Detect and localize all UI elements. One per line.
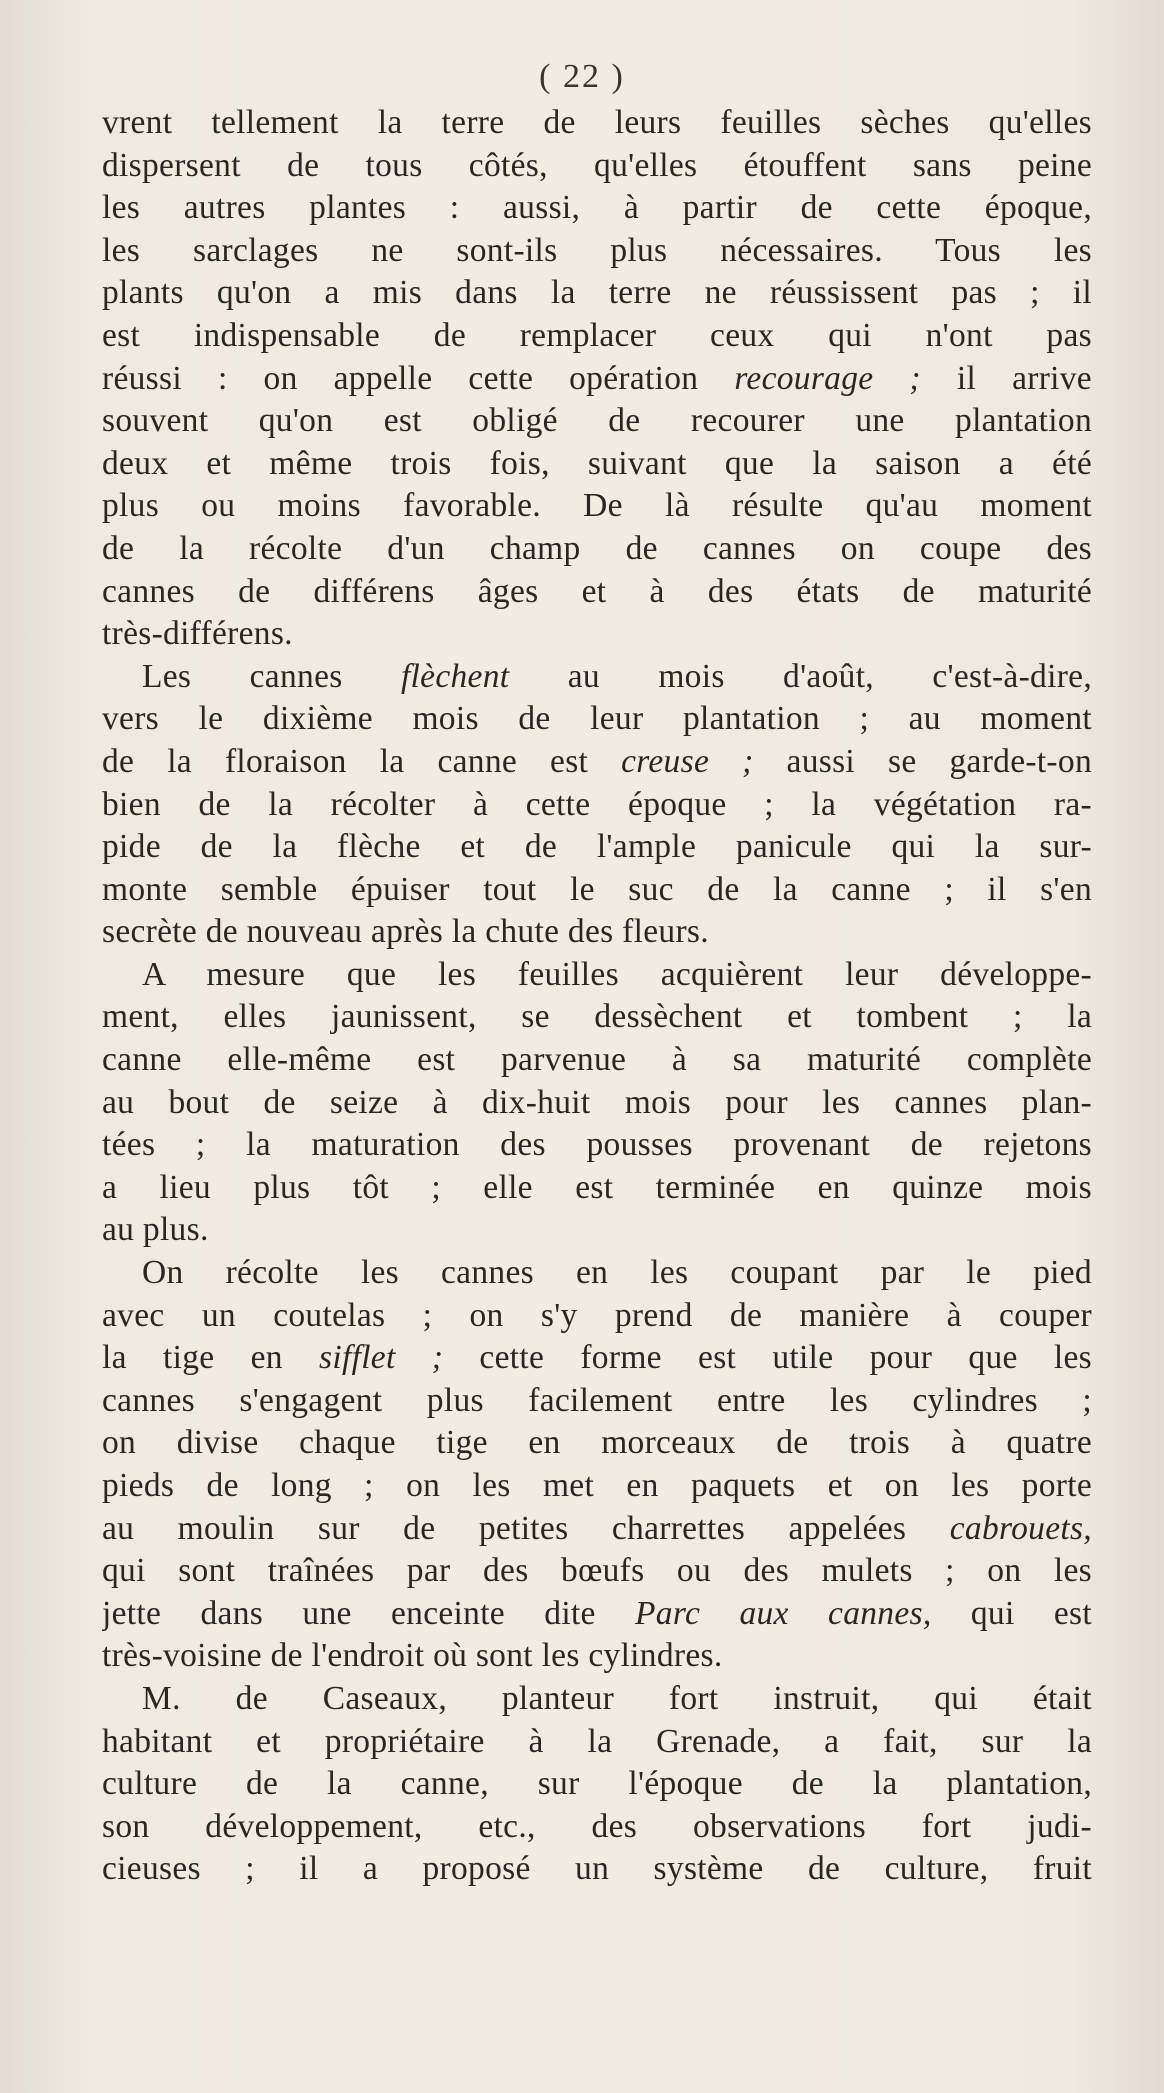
italic-term: creuse ; bbox=[621, 742, 754, 780]
text-line bbox=[102, 400, 1092, 443]
text-segment: au bout de seize à dix-huit mois pour les cannes plan- bbox=[102, 1083, 1092, 1121]
italic-term: flèchent bbox=[400, 657, 510, 695]
text-segment: pide de la flèche et de l'ample panicule qui la sur- bbox=[102, 828, 1092, 866]
text-segment: qui est bbox=[931, 1594, 1092, 1632]
text-line bbox=[102, 1763, 1092, 1806]
text-segment: très-voisine de l'endroit où sont les cylindres. bbox=[102, 1637, 723, 1675]
text-segment: bien de la récolter à cette époque ; la végétation ra- bbox=[102, 785, 1092, 823]
text-segment: vers le dixième mois de leur plantation ; au moment bbox=[102, 700, 1092, 738]
text-line bbox=[102, 741, 1092, 784]
text-line bbox=[102, 996, 1092, 1039]
text-segment: cette forme est utile pour que les bbox=[443, 1339, 1092, 1377]
text-segment: les autres plantes : aussi, à partir de cette époque, bbox=[102, 189, 1092, 227]
italic-term: recourage ; bbox=[734, 359, 921, 397]
italic-term: Parc aux cannes, bbox=[635, 1594, 932, 1632]
text-line bbox=[102, 1508, 1092, 1551]
text-segment: cieuses ; il a proposé un système de culture, fruit bbox=[102, 1850, 1092, 1888]
text-segment: tées ; la maturation des pousses provenant de rejetons bbox=[102, 1126, 1092, 1164]
italic-term: cabrouets, bbox=[949, 1509, 1092, 1547]
text-line bbox=[102, 1721, 1092, 1764]
text-line bbox=[102, 1295, 1092, 1338]
text-segment: ment, elles jaunissent, se dessèchent et tombent ; la bbox=[102, 998, 1092, 1036]
text-line bbox=[102, 1550, 1092, 1593]
text-segment: au plus. bbox=[102, 1211, 209, 1249]
text-line bbox=[102, 315, 1092, 358]
text-segment: dispersent de tous côtés, qu'elles étouffent sans peine bbox=[102, 146, 1092, 184]
text-segment: avec un coutelas ; on s'y prend de manière à couper bbox=[102, 1296, 1092, 1334]
text-line bbox=[102, 1039, 1092, 1082]
body-text bbox=[102, 102, 1092, 1891]
text-line bbox=[102, 485, 1092, 528]
text-line bbox=[102, 1422, 1092, 1465]
text-line bbox=[102, 1806, 1092, 1849]
text-segment: réussi : on appelle cette opération bbox=[102, 359, 735, 397]
text-segment: Les cannes bbox=[142, 657, 401, 695]
text-segment: On récolte les cannes en les coupant par le pied bbox=[142, 1254, 1092, 1292]
text-segment: aussi se garde-t-on bbox=[753, 742, 1092, 780]
text-segment: cannes de différens âges et à des états de maturité bbox=[102, 572, 1092, 610]
text-line bbox=[102, 954, 1092, 997]
text-segment: deux et même trois fois, suivant que la saison a été bbox=[102, 444, 1092, 482]
text-segment: au mois d'août, c'est-à-dire, bbox=[509, 657, 1092, 695]
italic-term: sifflet ; bbox=[319, 1339, 444, 1377]
page-number: ( 22 ) bbox=[539, 58, 625, 95]
text-line bbox=[102, 1167, 1092, 1210]
text-line bbox=[102, 571, 1092, 614]
text-line bbox=[102, 784, 1092, 827]
text-segment: très-différens. bbox=[102, 615, 293, 653]
text-segment: A mesure que les feuilles acquièrent leur développe- bbox=[142, 955, 1092, 993]
text-line bbox=[102, 613, 1092, 656]
text-segment: jette dans une enceinte dite bbox=[102, 1594, 636, 1632]
text-segment: on divise chaque tige en morceaux de trois à quatre bbox=[102, 1424, 1092, 1462]
text-segment: qui sont traînées par des bœufs ou des mulets ; on les bbox=[102, 1552, 1092, 1590]
text-line bbox=[102, 1082, 1092, 1125]
text-segment: vrent tellement la terre de leurs feuilles sèches qu'elles bbox=[102, 104, 1092, 141]
text-segment: il arrive bbox=[920, 359, 1092, 397]
text-segment: secrète de nouveau après la chute des fleurs. bbox=[102, 913, 709, 951]
text-line bbox=[102, 1209, 1092, 1252]
text-line bbox=[102, 358, 1092, 401]
text-line bbox=[102, 272, 1092, 315]
text-line bbox=[102, 443, 1092, 486]
text-line bbox=[102, 869, 1092, 912]
text-line bbox=[102, 911, 1092, 954]
text-line bbox=[102, 1678, 1092, 1721]
text-line bbox=[102, 187, 1092, 230]
text-segment: monte semble épuiser tout le suc de la canne ; il s'en bbox=[102, 870, 1092, 908]
text-segment: a lieu plus tôt ; elle est terminée en quinze mois bbox=[102, 1168, 1092, 1206]
text-line bbox=[102, 698, 1092, 741]
text-segment: les sarclages ne sont-ils plus nécessaires. Tous les bbox=[102, 231, 1092, 269]
text-line bbox=[102, 1635, 1092, 1678]
text-segment: au moulin sur de petites charrettes appelées bbox=[102, 1509, 950, 1547]
text-line bbox=[102, 528, 1092, 571]
text-line bbox=[102, 145, 1092, 188]
text-segment: pieds de long ; on les met en paquets et on les porte bbox=[102, 1467, 1092, 1504]
text-segment: plus ou moins favorable. De là résulte qu'au moment bbox=[102, 487, 1092, 525]
text-segment: souvent qu'on est obligé de recourer une plantation bbox=[102, 402, 1092, 440]
text-segment: habitant et propriétaire à la Grenade, a fait, sur la bbox=[102, 1722, 1092, 1760]
text-line bbox=[102, 656, 1092, 699]
text-segment: M. de Caseaux, planteur fort instruit, qui était bbox=[142, 1679, 1092, 1717]
text-segment: canne elle-même est parvenue à sa maturité complète bbox=[102, 1041, 1092, 1079]
text-segment: de la floraison la canne est bbox=[102, 742, 622, 780]
text-line bbox=[102, 1380, 1092, 1423]
text-segment: est indispensable de remplacer ceux qui n'ont pas bbox=[102, 316, 1092, 354]
text-line bbox=[102, 1337, 1092, 1380]
text-segment: de la récolte d'un champ de cannes on coupe des bbox=[102, 529, 1092, 567]
text-line bbox=[102, 826, 1092, 869]
text-segment: plants qu'on a mis dans la terre ne réussissent pas ; il bbox=[102, 274, 1092, 312]
text-line bbox=[102, 1848, 1092, 1891]
text-segment: culture de la canne, sur l'époque de la plantation, bbox=[102, 1765, 1092, 1803]
text-line bbox=[102, 1252, 1092, 1295]
text-line bbox=[102, 1593, 1092, 1636]
text-segment: la tige en bbox=[102, 1339, 320, 1377]
text-line bbox=[102, 230, 1092, 273]
text-line bbox=[102, 1124, 1092, 1167]
text-segment: son développement, etc., des observations fort judi- bbox=[102, 1807, 1092, 1845]
text-segment: cannes s'engagent plus facilement entre les cylindres ; bbox=[102, 1381, 1092, 1419]
text-line bbox=[102, 102, 1092, 145]
text-line bbox=[102, 1465, 1092, 1508]
